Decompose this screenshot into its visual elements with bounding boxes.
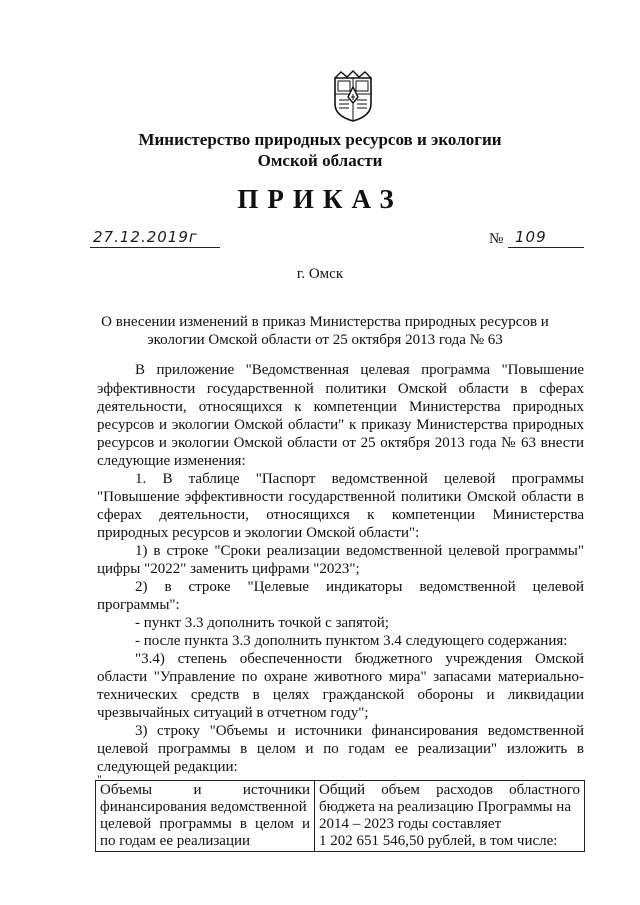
cell-line: финансирования ведомственной [100,799,307,815]
cell-line: 1 202 651 546,50 рублей, в том числе: [319,833,558,849]
order-subject [100,313,550,349]
body-line: области "Управление по охране животного мира" запасами материально- [97,669,584,685]
body-line: - пункт 3.3 дополнить точкой с запятой; [135,615,389,631]
table-row [96,781,585,852]
body-line: эффективности государственной политики Омской области в сферах [97,381,584,397]
body-line: "Повышение эффективности государственной политики Омской области в [97,489,584,505]
body-line: "3.4) степень обеспеченности бюджетного учреждения Омской [135,651,584,667]
ministry-name-line2: Омской области [257,151,383,170]
body-line: 2) в строке "Целевые индикаторы ведомственной целевой [135,579,584,595]
body-line: целевой программы в целом и по годам ее реализации" изложить в [97,741,584,757]
cell-line: бюджета на реализацию Программы на [319,799,571,815]
order-number-label: № [489,231,504,247]
subject-line: экологии Омской области от 25 октября 2013 года № 63 [147,332,503,348]
table-cell-label [96,781,315,852]
table-cell-value [315,781,585,852]
body-line: В приложение "Ведомственная целевая программа "Повышение [135,362,584,378]
body-line: 1. В таблице "Паспорт ведомственной целевой программы [135,471,584,487]
cell-line: Общий объем расходов областного [319,782,580,798]
coat-of-arms-emblem [331,70,375,122]
document-title: ПРИКАЗ [237,184,403,214]
city: г. Омск [296,266,344,282]
body-line: ресурсов и экологии Омской области" к приказу Министерства природных [97,417,584,433]
order-date: 27.12.2019г [93,228,198,246]
body-line: чрезвычайных ситуаций в отчетном году"; [97,705,369,721]
body-line: следующие изменения: [97,453,246,469]
body-line: ресурсов и экологии Омской области от 25 октября 2013 года № 63 внести [97,435,584,451]
body-line: программы": [97,597,180,613]
body-line: 3) строку "Объемы и источники финансирования ведомственной [135,723,584,739]
body-line: технических средств в целях гражданской обороны и ликвидации [97,687,584,703]
body-line: - после пункта 3.3 дополнить пунктом 3.4 следующего содержания: [135,633,568,649]
number-underline [508,247,584,248]
cell-line: 2014 – 2023 годы составляет [319,816,502,832]
date-underline [90,247,220,248]
order-number: 109 [515,228,547,246]
body-line: природных ресурсов и экологии Омской области": [97,525,420,541]
body-line: следующей редакции: [97,759,238,775]
subject-line: О внесении изменений в приказ Министерства природных ресурсов и [101,314,549,330]
cell-line: целевой программы в целом и [100,816,310,832]
body-line: 1) в строке "Сроки реализации ведомственной целевой программы" [135,543,584,559]
body-line: сферах деятельности, относящихся к компетенции Министерства [97,507,584,523]
cell-line: по годам ее реализации [100,833,251,849]
funding-table [95,780,585,852]
opening-quote: " [97,772,102,786]
ministry-name-line1: Министерство природных ресурсов и экологии [138,130,502,149]
body-line: цифры "2022" заменить цифрами "2023"; [97,561,360,577]
cell-line: Объемы и источники [100,782,310,798]
body-line: деятельности, относящихся к компетенции Министерства природных [97,399,584,415]
